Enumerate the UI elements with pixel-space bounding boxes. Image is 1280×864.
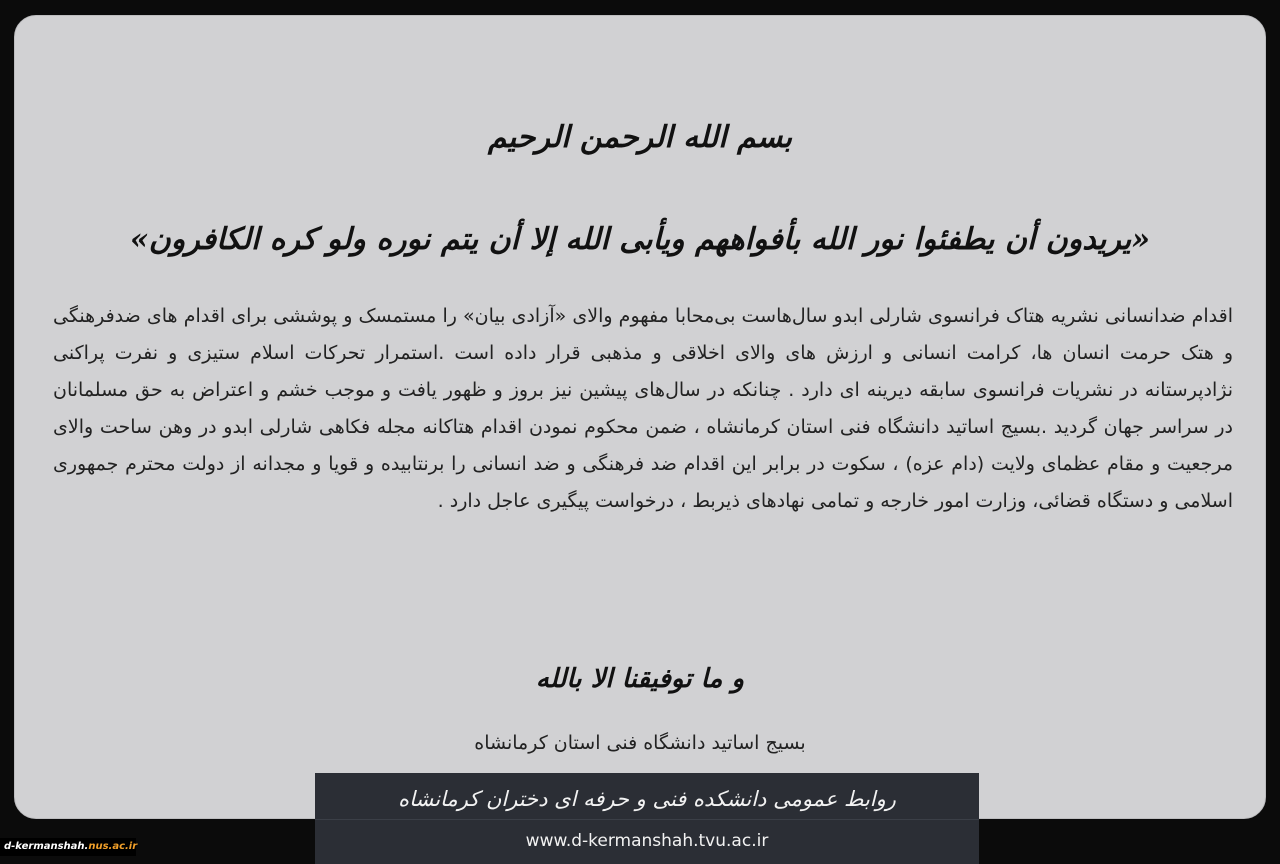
statement-paragraph: اقدام ضدانسانی نشریه هتاک فرانسوی شارلی ابدو سال‌هاست بی‌محابا مفهوم والای «آزادی بیان» را مستمسک و پوششی برای اقدام های ضدفرهنگی و هتک حرمت انسان ها، کرامت انسانی و ارزش های والای اخلاقی و مذهبی قرار داده است .استمرار تحرکات اسلام ستیزی و نفرت پراکنی نژادپرستانه در نشریات فرانسوی سابقه دیرینه ای دارد . چنانکه در سال‌های پیشین نیز بروز و ظهور یافت و موجب خشم و اعتراض به حق مسلمانان در سراسر جهان گردید .بسیج اساتید دانشگاه فنی استان کرمانشاه ، ضمن محکوم نمودن اقدام هتاکانه مجله فکاهی شارلی ابدو در وهن ساحت والای مرجعیت و مقام عظمای ولایت (دام عزه) ، سکوت در برابر این اقدام ضد فرهنگی و ضد انسانی را برنتابیده و قویا و مجدانه از دولت محترم جمهوری اسلامی و دستگاه قضائی، وزارت امور خارجه و تمامی نهادهای ذیربط ، درخواست پیگیری عاجل دارد . <box>53 305 1233 512</box>
footer-divider <box>315 819 979 820</box>
site-watermark <box>0 838 136 856</box>
watermark-prefix: d-kermanshah. <box>4 841 89 852</box>
watermark-suffix: nus.ac.ir <box>88 841 138 852</box>
basmala-heading: بسم الله الرحمن الرحیم <box>487 120 793 155</box>
signature-line: بسیج اساتید دانشگاه فنی استان کرمانشاه <box>474 732 806 754</box>
statement-card <box>14 15 1266 819</box>
footer-title: روابط عمومی دانشکده فنی و حرفه ای دختران کرمانشاه <box>398 787 896 811</box>
closing-phrase: و ما توفیقنا الا بالله <box>535 664 745 694</box>
quran-verse: «یریدون أن یطفئوا نور الله بأفواههم ویأبى الله إلا أن یتم نوره ولو کره الکافرون» <box>129 222 1151 257</box>
footer-website-link[interactable]: www.d-kermanshah.tvu.ac.ir <box>525 831 769 851</box>
footer-banner <box>315 773 979 864</box>
